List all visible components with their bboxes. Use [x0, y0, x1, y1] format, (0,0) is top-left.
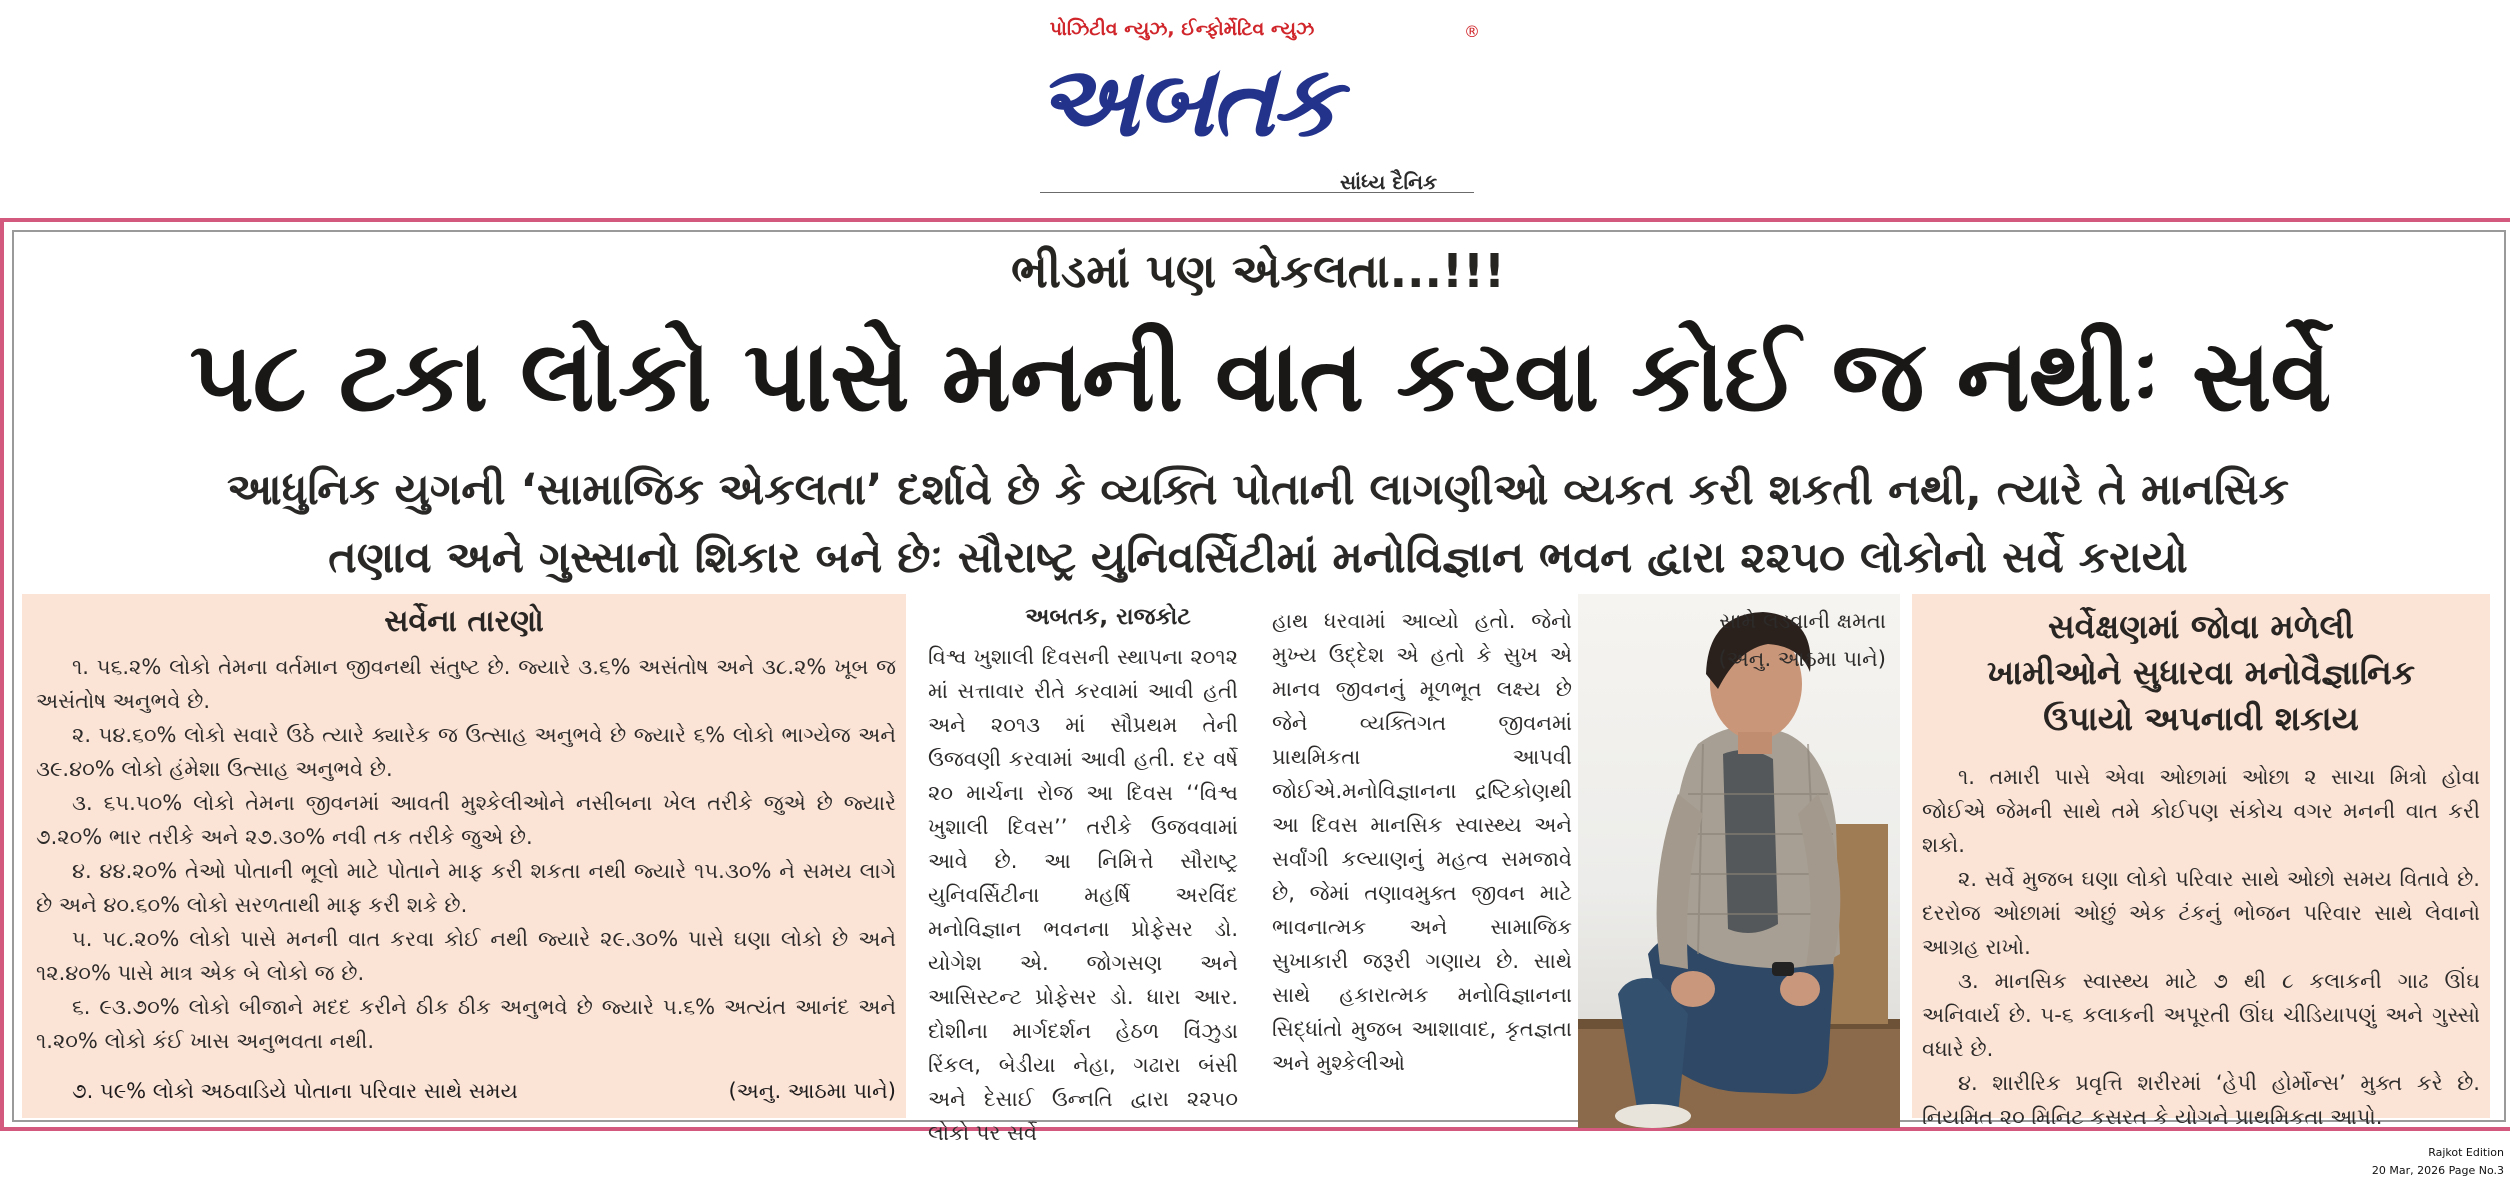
- edition-date-page: 20 Mar, 2026 Page No.3: [2371, 1164, 2504, 1177]
- findings-continued-ref: (અનુ. આઠમા પાને): [728, 1079, 896, 1103]
- remedies-title-line-3: ઉપાયો અપનાવી શકાય: [2043, 699, 2359, 738]
- remedies-item: ૧. તમારી પાસે એવા ઓછામાં ઓછા ૨ સાચા મિત્રો હોવા જોઈએ જેમની સાથે તમે કોઈપણ સંકોચ વગર મનની વાત કરી શકો.: [1922, 765, 2480, 857]
- findings-list: [36, 650, 896, 1058]
- findings-item: ૪. ૪૪.૨૦% તેઓ પોતાની ભૂલો માટે પોતાને માફ કરી શકતા નથી જ્યારે ૧૫.૩૦% ને સમય લાગે છે અને ૪૦.૬૦% લોકો સરળતાથી માફ કરી શકે છે.: [36, 859, 896, 917]
- remedies-list: [1922, 760, 2480, 1134]
- remedies-title-line-2: ખામીઓને સુધારવા મનોવૈજ્ઞાનિક: [1986, 653, 2416, 692]
- findings-item-last: ૭. ૫૯% લોકો અઠવાડિયે પોતાના પરિવાર સાથે સમય: [72, 1079, 518, 1103]
- findings-footer: [36, 1074, 896, 1108]
- findings-item: ૩. ૬૫.૫૦% લોકો તેમના જીવનમાં આવતી મુશ્કેલીઓને નસીબના ખેલ તરીકે જુએ છે જ્યારે ૭.૨૦% ભાર તરીકે અને ૨૭.૩૦% નવી તક તરીકે જુએ છે.: [36, 791, 896, 849]
- masthead-logo: અબતક: [1036, 45, 1337, 159]
- findings-item: ૫. ૫૮.૨૦% લોકો પાસે મનની વાત કરવા કોઈ નથી જ્યારે ૨૯.૩૦% પાસે ઘણા લોકો છે અને ૧૨.૪૦% પાસે માત્ર એક બે લોકો જ છે.: [36, 927, 896, 985]
- article-headline: ૫૮ ટકા લોકો પાસે મનની વાત કરવા કોઈ જ નથીઃ સર્વે: [189, 320, 2331, 434]
- masthead-tagline: પોઝિટીવ ન્યુઝ, ઈન્ફોર્મેટિવ ન્યુઝ: [1049, 18, 1315, 40]
- story-continued-ref: (અનુ. આઠમા પાને): [1718, 647, 1886, 671]
- findings-item: ૧. ૫૬.૨% લોકો તેમના વર્તમાન જીવનથી સંતુષ્ટ છે. જ્યારે ૩.૬% અસંતોષ અને ૩૮.૨% ખૂબ જ અસંતોષ અનુભવે છે.: [36, 655, 896, 713]
- remedies-title-line-1: સર્વેક્ષણમાં જોવા મળેલી: [2048, 607, 2354, 646]
- registered-mark: ®: [1464, 22, 1480, 41]
- findings-item: ૨. ૫૪.૬૦% લોકો સવારે ઉઠે ત્યારે ક્યારેક જ ઉત્સાહ અનુભવે છે જ્યારે ૬% લોકો ભાગ્યેજ અને ૩૯.૪૦% લોકો હંમેશા ઉત્સાહ અનુભવે છે.: [36, 723, 896, 781]
- story-column-1: વિશ્વ ખુશાલી દિવસની સ્થાપના ૨૦૧૨ માં સત્તાવાર રીતે કરવામાં આવી હતી અને ૨૦૧૩ માં સૌપ્રથમ તેની ઉજવણી કરવામાં આવી હતી. દર વર્ષે ૨૦ માર્ચના રોજ આ દિવસ ‘‘વિશ્વ ખુશાલી દિવસ’’ તરીકે ઉજવવામાં આવે છે. આ નિમિત્તે સૌરાષ્ટ્ર યુનિવર્સિટીના મહર્ષિ અરવિંદ મનોવિજ્ઞાન ભવનના પ્રોફેસર ડો. યોગેશ એ. જોગસણ અને આસિસ્ટન્ટ પ્રોફેસર ડો. ધારા આર. દોશીના માર્ગદર્શન હેઠળ વિંઝુડા રિંકલ, બેડીયા નેહા, ગઢારા બંસી અને દેસાઈ ઉન્નતિ દ્વારા ૨૨૫૦ લોકો પર સર્વે: [928, 645, 1238, 1145]
- story-column-2: હાથ ધરવામાં આવ્યો હતો. જેનો મુખ્ય ઉદ્દેશ એ હતો કે સુખ એ માનવ જીવનનું મૂળભૂત લક્ષ્ય છે જેને વ્યક્તિગત જીવનમાં પ્રાથમિકતા આપવી જોઈએ.મનોવિજ્ઞાનના દ્રષ્ટિકોણથી આ દિવસ માનસિક સ્વાસ્થ્ય અને સર્વાંગી કલ્યાણનું મહત્વ સમજાવે છે, જેમાં તણાવમુક્ત જીવન માટે ભાવનાત્મક અને સામાજિક સુખાકારી જરૂરી ગણાય છે. સાથે સાથે હકારાત્મક મનોવિજ્ઞાનના સિદ્ધાંતો મુજબ આશાવાદ, કૃતજ્ઞતા અને મુશ્કેલીઓ: [1272, 609, 1572, 1075]
- story-column-3-text: સામે લડવાની ક્ષમતા: [1719, 609, 1886, 633]
- story-byline: અબતક, રાજકોટ: [1025, 604, 1191, 630]
- story-column-3: [1716, 604, 1886, 676]
- article-kicker: ભીડમાં પણ એકલતા...!!!: [1011, 244, 1505, 298]
- edition-name: Rajkot Edition: [2428, 1146, 2504, 1159]
- masthead-edition-type: સાંધ્ય દૈનિક: [1340, 170, 1438, 194]
- article-subhead-line-2: તણાવ અને ગુસ્સાનો શિકાર બને છેઃ સૌરાષ્ટ્ર યુનિવર્સિટીમાં મનોવિજ્ઞાન ભવન દ્વારા ૨૨૫૦ લોકોનો સર્વે કરાયો: [328, 533, 2188, 583]
- remedies-item: ૩. માનસિક સ્વાસ્થ્ય માટે ૭ થી ૮ કલાકની ગાઢ ઊંઘ અનિવાર્ય છે. ૫-૬ કલાકની અપૂરતી ઊંઘ ચીડિયાપણું અને ગુસ્સો વધારે છે.: [1922, 969, 2480, 1061]
- remedies-item: ૪. શારીરિક પ્રવૃત્તિ શરીરમાં ‘હેપી હોર્મોન્સ’ મુક્ત કરે છે. નિયમિત ૨૦ મિનિટ કસરત કે યોગને પ્રાથમિકતા આપો.: [1922, 1071, 2480, 1129]
- article-subhead-line-1: આધુનિક યુગની ‘સામાજિક એકલતા’ દર્શાવે છે કે વ્યક્તિ પોતાની લાગણીઓ વ્યકત કરી શકતી નથી, ત્યારે તે માનસિક: [227, 465, 2289, 515]
- findings-title: સર્વેના તારણો: [384, 604, 544, 639]
- remedies-title: [1912, 604, 2490, 742]
- remedies-item: ૨. સર્વે મુજબ ઘણા લોકો પરિવાર સાથે ઓછો સમય વિતાવે છે. દરરોજ ઓછામાં ઓછું એક ટંકનું ભોજન પરિવાર સાથે લેવાનો આગ્રહ રાખો.: [1922, 867, 2480, 959]
- article-subhead: [30, 456, 2486, 592]
- page-footer: [2372, 1144, 2504, 1180]
- findings-item: ૬. ૯૩.૭૦% લોકો બીજાને મદદ કરીને ઠીક ઠીક અનુભવે છે જ્યારે ૫.૬% અત્યંત આનંદ અને ૧.૨૦% લોકો કંઈ ખાસ અનુભવતા નથી.: [36, 995, 896, 1053]
